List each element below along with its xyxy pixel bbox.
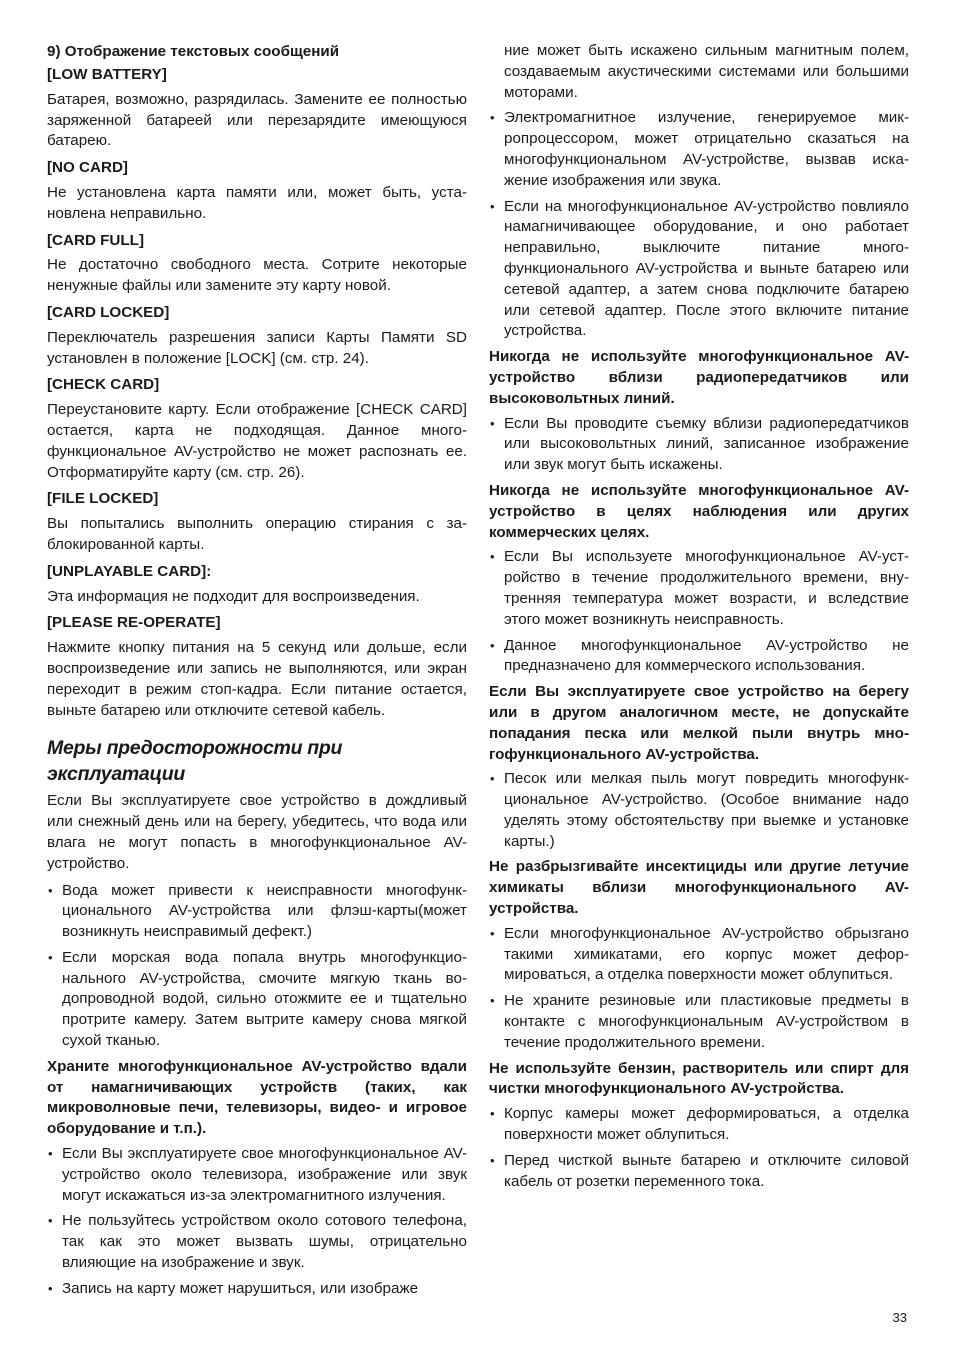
precautions-intro: Если Вы эксплуатируете свое устройство в дождливый или снежный день или на берегу, убедитесь, что вода или влага не могут попасть в многофункциональное AV-устройство. <box>47 792 467 872</box>
bullet-icon: • <box>490 771 495 787</box>
bullet-icon: • <box>490 993 495 1009</box>
message-check-card <box>47 375 467 483</box>
bullet-icon: • <box>48 949 53 965</box>
bullet-icon: • <box>490 198 495 214</box>
section-heading-text-messages: 9) Отображение текстовых сообщений <box>47 43 340 60</box>
bullet-icon: • <box>490 925 495 941</box>
cleaning-bullet-list <box>489 1104 909 1192</box>
page-number: 33 <box>892 1310 907 1325</box>
list-item: • Если на многофункциональное AV-устройство повлияло намагничивающее оборудование, и оно работает неправильно, выключите питание многофункционального AV-устройства и выньте батарею или сетевой адаптер, а затем снова подключите батарею или сетевой адаптер. После этого включите питание устройства. <box>490 197 909 340</box>
message-text: Переключатель разрешения записи Карты Памяти SD установлен в положение [LOCK] (см. стр. 24). <box>47 328 467 367</box>
message-code: [PLEASE RE-OPERATE] <box>47 614 221 632</box>
list-item: • Корпус камеры может деформироваться, а отделка поверхности может облупиться. <box>490 1105 909 1144</box>
bullet-icon: • <box>48 1280 53 1296</box>
message-code: [FILE LOCKED] <box>47 490 159 508</box>
message-no-card <box>47 158 467 224</box>
message-low-battery <box>47 65 467 152</box>
message-text: Батарея, возможно, разрядилась. Замените ее полностью заряженной батареей или перезарядите имеющуюся батарею. <box>47 90 467 150</box>
sand-bullet-list <box>489 769 909 852</box>
bullet-icon: • <box>490 415 495 431</box>
sand-heading: Если Вы эксплуатируете свое устройство на берегу или в другом аналогичном месте, не допускайте попадания песка или мелкой пыли внутрь многофункционального AV-устройства. <box>489 683 909 763</box>
bullet-icon: • <box>490 637 495 653</box>
bullet-icon: • <box>490 110 495 126</box>
magnet-heading: Храните многофункциональное AV-устройство вдали от намагничивающих устройств (таких, как микроволновые печи, телевизоры, видео- и игровое оборудование и т.п.). <box>47 1057 467 1138</box>
message-please-reoperate <box>47 613 467 721</box>
message-code: [NO CARD] <box>47 159 128 177</box>
list-item: • Вода может привести к неисправности многофункционального AV-устройства или флэш-карты(может возникнуть неисправимый дефект.) <box>48 881 467 941</box>
list-item: • Электромагнитное излучение, генерируемое микропроцессором, может отрицательно сказаться на многофункциональном AV-устройстве, вызвав искажение изображения или звука. <box>490 109 909 189</box>
message-card-full <box>47 231 467 297</box>
commercial-bullet-list <box>489 547 909 677</box>
list-item: • Не храните резиновые или пластиковые предметы в контакте с многофункциональным AV-устройством в течение продолжительного времени. <box>490 992 909 1051</box>
message-code: [UNPLAYABLE CARD]: <box>47 562 212 580</box>
message-card-locked <box>47 303 467 369</box>
message-code: [CHECK CARD] <box>47 376 160 394</box>
list-item: • Запись на карту может нарушиться, или изображе <box>47 1279 467 1300</box>
list-item: • Песок или мелкая пыль могут повредить многофункциональное AV-устройство. (Особое внимание надо уделять этому обстоятельству при выемке и установке карты.) <box>490 770 909 850</box>
right-column <box>489 41 909 1197</box>
list-item: • Не пользуйтесь устройством около сотового телефона, так как это может вызвать шумы, отрицательно влияющие на изображение и звук. <box>48 1212 467 1272</box>
list-item: • Если многофункциональное AV-устройство обрызгано такими химикатами, его корпус может деформироваться, а отделка поверхности может облупиться. <box>490 924 909 984</box>
list-item: • Если морская вода попала внутрь многофункционального AV-устройства, смочите мягкую ткань водопроводной водой, сильно отожмите ее и тщательно протрите камеру. Затем вытрите камеру снова мягкой сухой тканью. <box>48 948 467 1050</box>
message-file-locked <box>47 489 467 555</box>
list-item-continued: ние может быть искажено сильным магнитным полем, создаваемым акустическими системами или большими моторами. <box>504 42 909 101</box>
message-unplayable-card <box>47 562 467 608</box>
magnet-bullet-list-continued <box>489 41 909 342</box>
chemicals-heading: Не разбрызгивайте инсектициды или другие летучие химикаты вблизи многофункционального AV-устройства. <box>489 858 909 918</box>
magnet-bullet-list <box>47 1144 467 1300</box>
message-text: Нажмите кнопку питания на 5 секунд или дольше, если воспроизведение или запись не выполняются, или экран переходит в режим стоп-кадра. Если питание остается, выньте батарею или отключите сетевой кабель. <box>47 639 467 719</box>
bullet-icon: • <box>48 882 53 898</box>
message-code: [CARD FULL] <box>47 231 145 249</box>
radio-heading: Никогда не используйте многофункциональное AV-устройство вблизи радиопередатчиков или высоковольтных линий. <box>489 348 909 407</box>
message-text: Эта информация не подходит для воспроизведения. <box>47 587 420 605</box>
precautions-title: Меры предосторожности при эксплуатации <box>47 737 343 786</box>
bullet-icon: • <box>490 1152 495 1168</box>
list-item: • Если Вы проводите съемку вблизи радиопередатчиков или высоковольтных линий, записанное изображение или звук могут быть искажены. <box>490 414 909 474</box>
bullet-icon: • <box>490 549 495 565</box>
commercial-heading: Никогда не используйте многофункциональное AV-устройство в целях наблюдения или других коммерческих целях. <box>489 481 909 541</box>
left-column <box>47 41 467 1305</box>
cleaning-heading: Не используйте бензин, растворитель или спирт для чистки многофункционального AV-устройства. <box>489 1059 909 1098</box>
message-text: Не достаточно свободного места. Сотрите некоторые ненужные файлы или замените эту карту новой. <box>47 256 467 295</box>
message-code: [CARD LOCKED] <box>47 303 170 321</box>
list-item: • Если Вы эксплуатируете свое многофункциональное AV-устройство около телевизора, изображение или звук могут искажаться из-за электромагнитного излучения. <box>48 1145 467 1204</box>
bullet-icon: • <box>48 1213 53 1229</box>
list-item: • Данное многофункциональное AV-устройство не предназначено для коммерческого использования. <box>490 636 909 675</box>
list-item: • Перед чисткой выньте батарею и отключите силовой кабель от розетки переменного тока. <box>490 1151 909 1190</box>
message-text: Не установлена карта памяти или, может быть, установлена неправильно. <box>47 183 467 222</box>
water-bullet-list <box>47 881 467 1052</box>
list-item: • Если Вы используете многофункциональное AV-устройство в течение продолжительного времени, внутренняя температура может возрасти, и вследствие этого может возникнуть неисправность. <box>490 548 909 628</box>
bullet-icon: • <box>490 1106 495 1122</box>
bullet-icon: • <box>48 1146 53 1162</box>
chemicals-bullet-list <box>489 924 909 1054</box>
message-text: Вы попытались выполнить операцию стирания с заблокированной карты. <box>47 515 467 553</box>
message-text: Переустановите карту. Если отображение [CHECK CARD] остается, карта не подходящая. Данное многофункциональное AV-устройство не может распознать ее. Отформатируйте карту (см. стр. 26). <box>47 401 467 481</box>
radio-bullet-list <box>489 414 909 476</box>
message-code: [LOW BATTERY] <box>47 66 167 83</box>
